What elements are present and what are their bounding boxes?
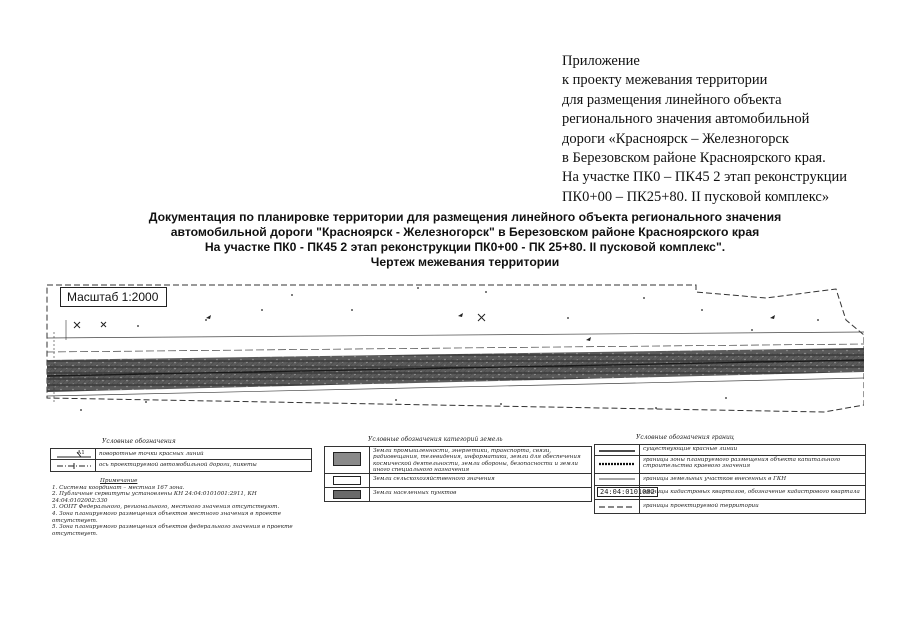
legend-col2-row2: Земли сельскохозяйственного значения [373,476,495,482]
scale-label: Масштаб 1:2000 [60,287,167,307]
appendix-line: Приложение [562,53,640,69]
legend-col3-row5: границы проектируемой территории [643,503,759,509]
title-line: На участке ПК0 - ПК45 2 этап реконструкции ПК0+00 - ПК 25+80. II пусковой комплекс". [204,240,726,254]
appendix-line: в Березовском районе Красноярского края. [562,150,826,167]
red-line-upper [47,332,864,338]
appendix-line: к проекту межевания территории [562,72,768,89]
legend-col3-row4: границы кадастровых кварталов, обозначение кадастрового квартала [643,489,860,495]
note-item: 3. ООПТ Федерального, регионального, местного значения отсутствуют. [52,504,280,511]
boundary-line-symbols [597,447,637,513]
appendix-line: регионального значения автомобильной [562,111,810,128]
legend-col3-table [594,444,866,514]
title-line: Чертеж межевания территории [370,255,560,269]
legend-col3-header: Условные обозначения границ [636,434,735,441]
legend-col1-header: Условные обозначения [102,438,176,445]
legend-col3-row1: существующие красные линии [643,446,738,452]
notes-block [52,478,302,537]
legend-col2-header: Условные обозначения категорий земель [368,436,503,443]
legend-col2-table [324,446,592,502]
legend-col2-row3: Земли населенных пунктов [373,490,457,496]
legend-col1-row1: поворотные точки красных линий [99,451,204,457]
boundary-point-markers [74,314,485,328]
legend-point-symbol-label: А1 [77,450,85,456]
industrial-land-swatch [333,452,361,466]
legend-col3-row2: границы зоны планируемого размещения объекта капитального строительства краевого значения [643,457,841,470]
note-item: 4. Зона планируемого размещения объектов местного значения в проекте отсутствует. [52,510,282,524]
survey-drawing [46,280,864,420]
appendix-line: ПК0+00 – ПК25+80. II пусковой комплекс» [562,188,830,205]
appendix-line: дороги «Красноярск – Железногорск [562,130,789,147]
road-axis-symbol [55,461,93,470]
legend-col3-row3: границы земельных участков внесенных в ГКН [643,476,787,482]
legend-col1-row2: ось проектируемой автомобильной дороги, пикеты [99,462,257,468]
document-title [120,210,810,270]
cadastral-number-tag: 24:04:0101002 [597,487,658,497]
note-item: 5. Зона планируемого размещения объектов федерального значения в проекте отсутствует. [52,524,293,537]
red-line-point-symbol [55,450,93,459]
note-item: 1. Система координат – местная 167 зона. [52,484,185,491]
agricultural-land-swatch [333,476,361,485]
notes-header: Примечание [100,478,138,484]
legend-col1-table [50,448,312,472]
legend [46,432,864,542]
appendix-line: для размещения линейного объекта [562,91,782,108]
appendix-line: На участке ПК0 – ПК45 2 этап реконструкции [562,169,848,186]
appendix-block [562,52,892,207]
title-line: автомобильной дороги "Красноярск - Железногорск" в Березовском районе Красноярского края [170,225,760,239]
arrow-marks [206,313,775,341]
survey-dots [80,287,819,411]
legend-col2-row1: Земли промышленности, энергетики, транспорта, связи, радиовещания, телевидения, информатики, земли для обеспечения космической деятельности, земли обороны, безопасности и земли иного специального назначения [373,448,581,474]
title-line: Документация по планировке территории для размещения линейного объекта регионального значения [148,210,782,224]
settlement-land-swatch [333,490,361,499]
note-item: 2. Публичные сервитуты установлены КН 24:04:0101001:2911, КН 24:04:0102002:330 [52,491,257,504]
